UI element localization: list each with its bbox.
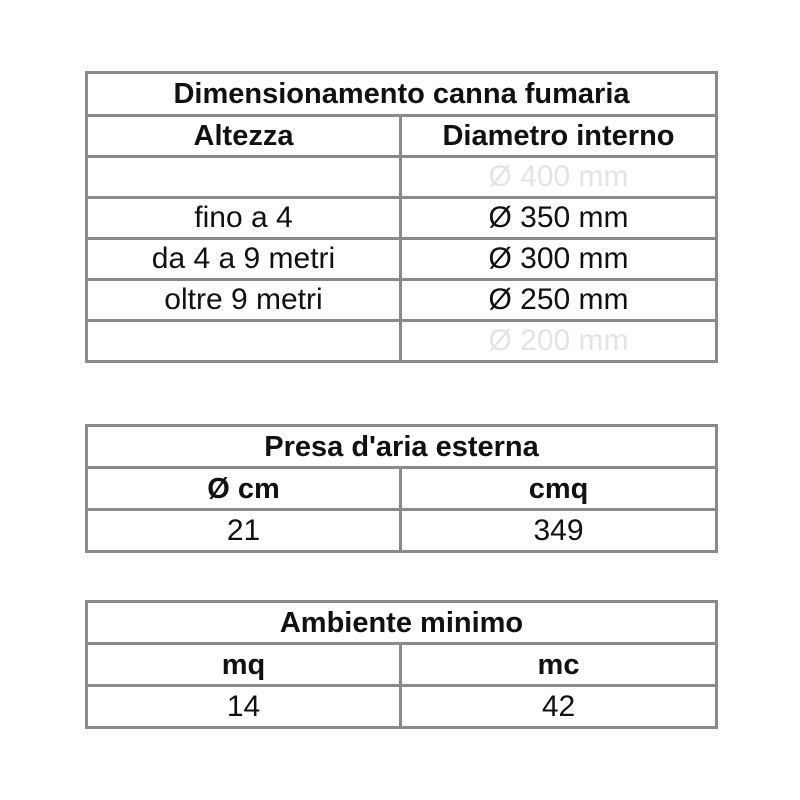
table-row (87, 157, 717, 198)
diametro-header: Diametro interno (401, 116, 717, 157)
canna-fumaria-title: Dimensionamento canna fumaria (87, 73, 717, 116)
table-row (87, 510, 717, 552)
diametro-cell: Ø 300 mm (401, 239, 717, 280)
canna-fumaria-table (85, 71, 718, 363)
table-row (87, 321, 717, 362)
cmq-header: cmq (401, 468, 717, 510)
ambiente-minimo-table (85, 600, 718, 729)
diametro-cm-value: 21 (87, 510, 401, 552)
table-row (87, 198, 717, 239)
altezza-cell (87, 321, 401, 362)
table-row (87, 686, 717, 728)
altezza-cell: oltre 9 metri (87, 280, 401, 321)
altezza-cell: fino a 4 (87, 198, 401, 239)
altezza-cell (87, 157, 401, 198)
altezza-header: Altezza (87, 116, 401, 157)
mq-value: 14 (87, 686, 401, 728)
mq-header: mq (87, 644, 401, 686)
table-row (87, 239, 717, 280)
presa-aria-table (85, 424, 718, 553)
diametro-cell: Ø 350 mm (401, 198, 717, 239)
altezza-cell: da 4 a 9 metri (87, 239, 401, 280)
mc-header: mc (401, 644, 717, 686)
diametro-cell: Ø 200 mm (401, 321, 717, 362)
presa-aria-title: Presa d'aria esterna (87, 426, 717, 468)
cmq-value: 349 (401, 510, 717, 552)
table-row (87, 280, 717, 321)
diametro-cell: Ø 400 mm (401, 157, 717, 198)
ambiente-minimo-title: Ambiente minimo (87, 602, 717, 644)
mc-value: 42 (401, 686, 717, 728)
diametro-cell: Ø 250 mm (401, 280, 717, 321)
diametro-cm-header: Ø cm (87, 468, 401, 510)
